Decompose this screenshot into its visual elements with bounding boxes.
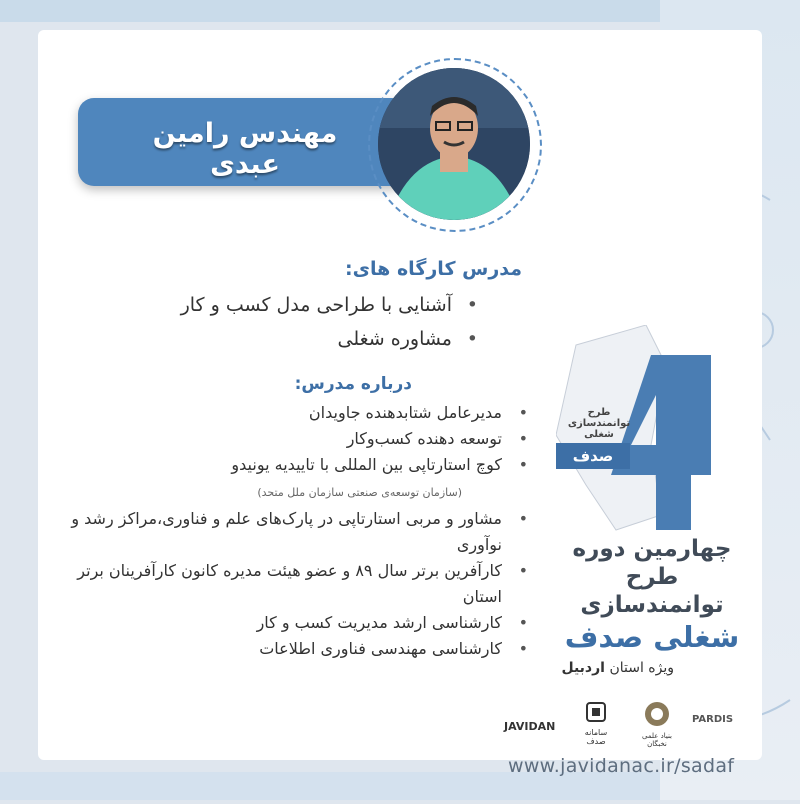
about-heading: درباره مدرس: [294,374,412,394]
partner-logo: بنیاد علمی نخبگان [632,700,682,748]
partner-logos [502,700,762,748]
workshop-item: • آشنایی با طراحی مدل کسب و کار [122,288,482,322]
logo-word-1: طرح [587,407,611,418]
instructor-name: مهندس رامین عبدی [152,118,338,180]
about-item: • مدیرعامل شتابدهنده جاویدان [42,400,532,426]
workshops-list [122,288,482,356]
partner-logo: JAVIDAN [504,720,556,733]
title-line-3: شغلی صدف [564,620,740,654]
about-item-text: کوچ استارتاپی بین المللی با تاییدیه یونیدو [231,455,502,474]
region-prefix: ویژه استان [609,660,674,676]
logo-word-3: صدف [556,443,630,469]
footer-url[interactable]: www.javidanac.ir/sadaf [508,755,735,777]
instructor-photo [378,68,530,220]
title-line-1: چهارمین دوره طرح [572,536,732,590]
edition-logo [556,325,726,539]
program-title [552,535,752,655]
about-item: • مشاور و مربی استارتاپی در پارک‌های علم و فناوری،مراکز رشد و نوآوری [42,506,532,558]
logo-subtext [564,407,634,440]
about-item [42,452,532,506]
logo-word-2: توانمندسازی شغلی [567,418,631,440]
partner-logo: سامانه صدف [576,700,616,746]
about-item: • کارشناسی مهندسی فناوری اطلاعات [42,636,532,662]
foundation-emblem-icon [643,700,671,728]
about-item: • توسعه دهنده کسب‌وکار [42,426,532,452]
workshops-heading: مدرس کارگاه های: [345,258,522,280]
about-item-note: (سازمان توسعه‌ی صنعتی سازمان ملل متحد) [257,486,462,499]
about-item: • کارآفرین برتر سال ۸۹ و عضو هیئت مدیره کانون کارآفرینان برتر استان [42,558,532,610]
about-item: • کارشناسی ارشد مدیریت کسب و کار [42,610,532,636]
about-list [42,400,532,662]
region-label [524,660,674,676]
partner-logo: PARDIS [692,714,734,725]
workshop-item: • مشاوره شغلی [122,322,482,356]
title-line-2: توانمندسازی [580,592,724,618]
partner-mark-icon [584,700,608,724]
region-name: اردبیل [561,660,605,676]
